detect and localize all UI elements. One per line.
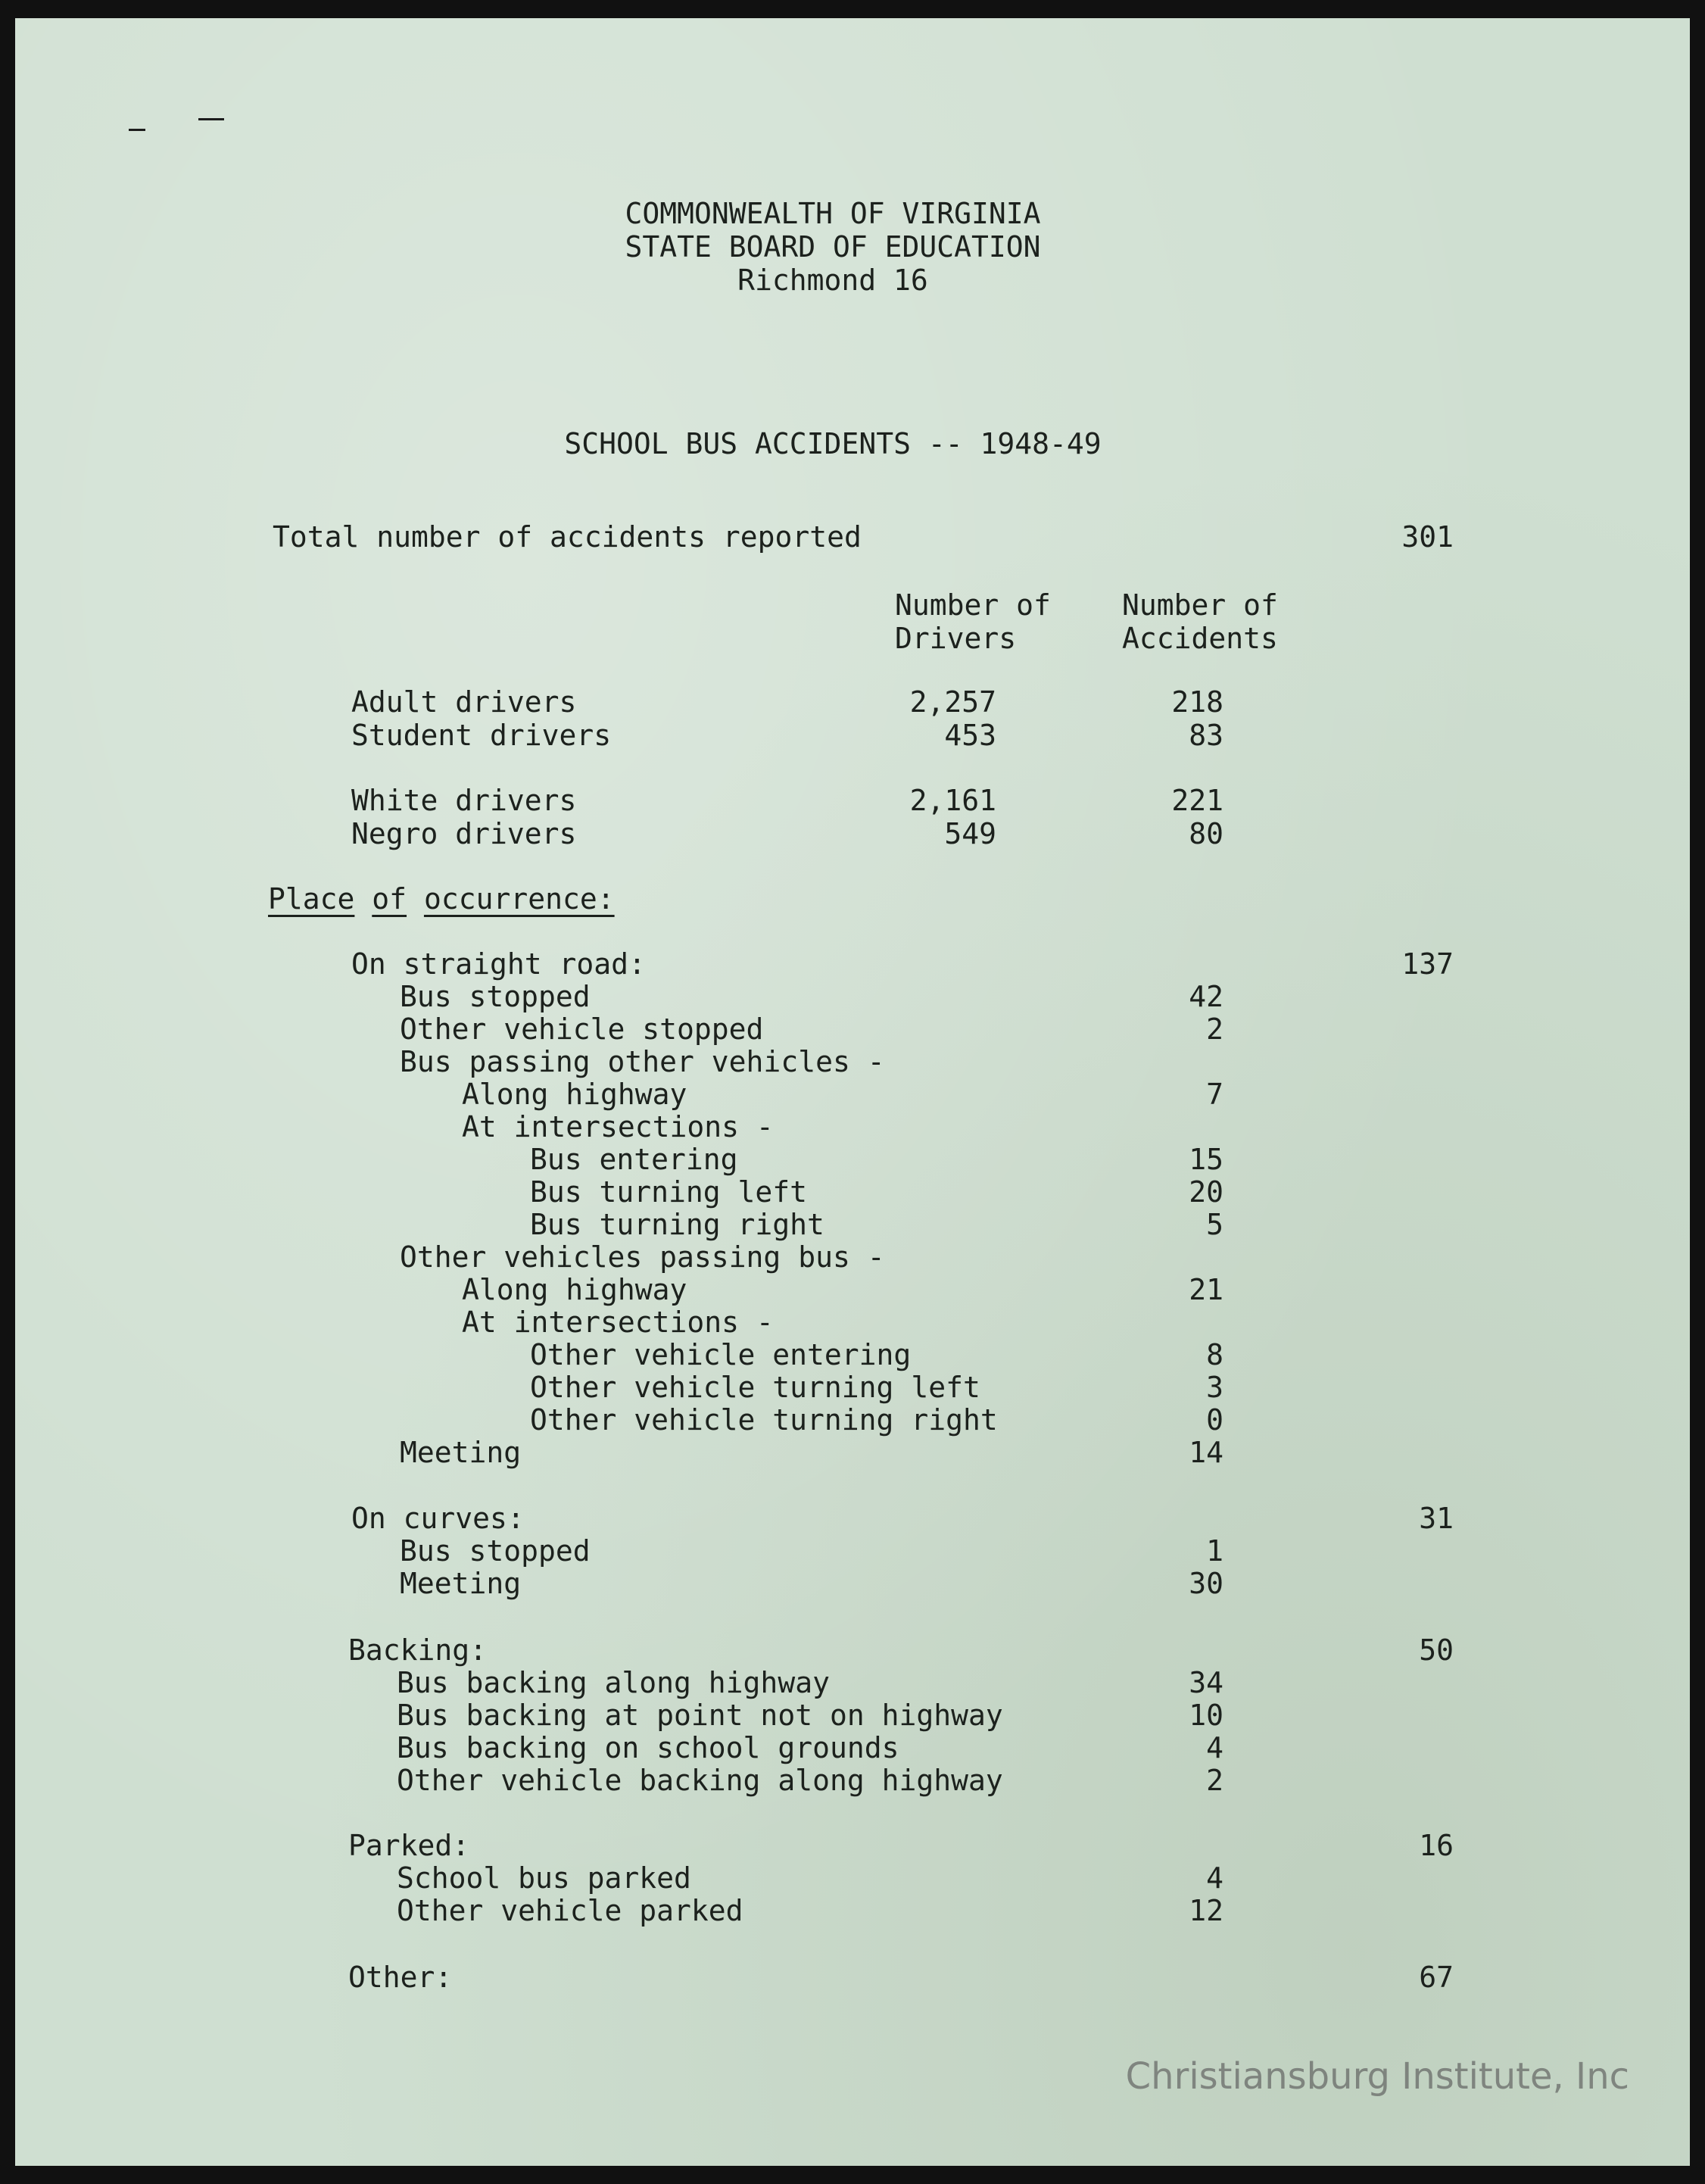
total-value: 301 [1401,520,1454,554]
document-page [15,18,1690,2166]
row-accidents: 80 [1189,817,1223,850]
item-label: Bus backing on school grounds [397,1731,899,1764]
stray-mark [129,129,145,131]
item-label: Meeting [400,1567,522,1600]
item-value: 14 [1189,1436,1223,1469]
section-straight-label: On straight road: [351,947,646,981]
total-label: Total number of accidents reported [273,520,862,554]
subgroup-label: Bus passing other vehicles - [400,1045,885,1078]
item-label: Meeting [400,1436,522,1469]
watermark: Christiansburg Institute, Inc [1125,2055,1629,2098]
place-heading-word: occurrence: [423,882,615,916]
item-value: 3 [1206,1371,1223,1404]
item-label: Bus stopped [400,980,591,1013]
subgroup-label: At intersections - [462,1306,774,1339]
row-accidents: 218 [1171,685,1223,719]
row-drivers: 2,257 [909,685,996,719]
item-value: 34 [1189,1666,1223,1699]
item-label: Other vehicle stopped [400,1012,764,1046]
section-other-label: Other: [348,1961,453,1994]
place-heading-word: of [372,882,407,916]
section-backing-total: 50 [1419,1633,1454,1667]
item-label: Bus backing along highway [397,1666,830,1699]
place-heading [268,882,615,916]
item-value: 15 [1189,1143,1223,1176]
item-value: 21 [1189,1273,1223,1306]
item-label: Bus stopped [400,1534,591,1568]
item-value: 20 [1189,1175,1223,1209]
item-label: Other vehicle parked [397,1894,743,1927]
row-label: Negro drivers [351,817,577,850]
item-value: 4 [1206,1731,1223,1764]
item-value: 5 [1206,1208,1223,1241]
row-accidents: 221 [1171,784,1223,817]
place-heading-word: Place [268,882,355,916]
row-drivers: 453 [944,719,996,752]
row-label: White drivers [351,784,577,817]
col-drivers-line2: Drivers [895,622,1017,655]
item-value: 8 [1206,1338,1223,1371]
item-label: Along highway [462,1273,687,1306]
col-drivers-line1: Number of [895,588,1051,622]
section-curves-total: 31 [1419,1502,1454,1535]
item-label: Other vehicle turning right [530,1403,998,1437]
section-curves-label: On curves: [351,1502,525,1535]
item-value: 2 [1206,1764,1223,1797]
section-parked-label: Parked: [348,1829,470,1862]
section-straight-total: 137 [1401,947,1454,981]
item-label: Bus backing at point not on highway [397,1699,1003,1732]
item-value: 1 [1206,1534,1223,1568]
col-accidents-line2: Accidents [1122,622,1278,655]
item-label: Bus entering [530,1143,738,1176]
item-value: 0 [1206,1403,1223,1437]
item-label: Bus turning right [530,1208,824,1241]
item-value: 30 [1189,1567,1223,1600]
item-value: 7 [1206,1078,1223,1111]
header-line-2: STATE BOARD OF EDUCATION [625,230,1041,264]
item-label: Other vehicle turning left [530,1371,980,1404]
col-accidents-line1: Number of [1122,588,1278,622]
item-label: Other vehicle entering [530,1338,912,1371]
header-line-3: Richmond 16 [737,264,928,297]
item-value: 4 [1206,1861,1223,1895]
section-parked-total: 16 [1419,1829,1454,1862]
stray-mark [198,118,224,120]
item-label: Bus turning left [530,1175,808,1209]
item-value: 2 [1206,1012,1223,1046]
section-backing-label: Backing: [348,1633,488,1667]
item-value: 12 [1189,1894,1223,1927]
row-accidents: 83 [1189,719,1223,752]
header-line-1: COMMONWEALTH OF VIRGINIA [625,197,1041,230]
document-title: SCHOOL BUS ACCIDENTS -- 1948-49 [564,427,1102,460]
item-value: 42 [1189,980,1223,1013]
item-value: 10 [1189,1699,1223,1732]
item-label: School bus parked [397,1861,691,1895]
subgroup-label: At intersections - [462,1110,774,1143]
row-label: Adult drivers [351,685,577,719]
section-other-total: 67 [1419,1961,1454,1994]
row-drivers: 549 [944,817,996,850]
subgroup-label: Other vehicles passing bus - [400,1240,885,1274]
item-label: Along highway [462,1078,687,1111]
item-label: Other vehicle backing along highway [397,1764,1003,1797]
row-drivers: 2,161 [909,784,996,817]
row-label: Student drivers [351,719,612,752]
